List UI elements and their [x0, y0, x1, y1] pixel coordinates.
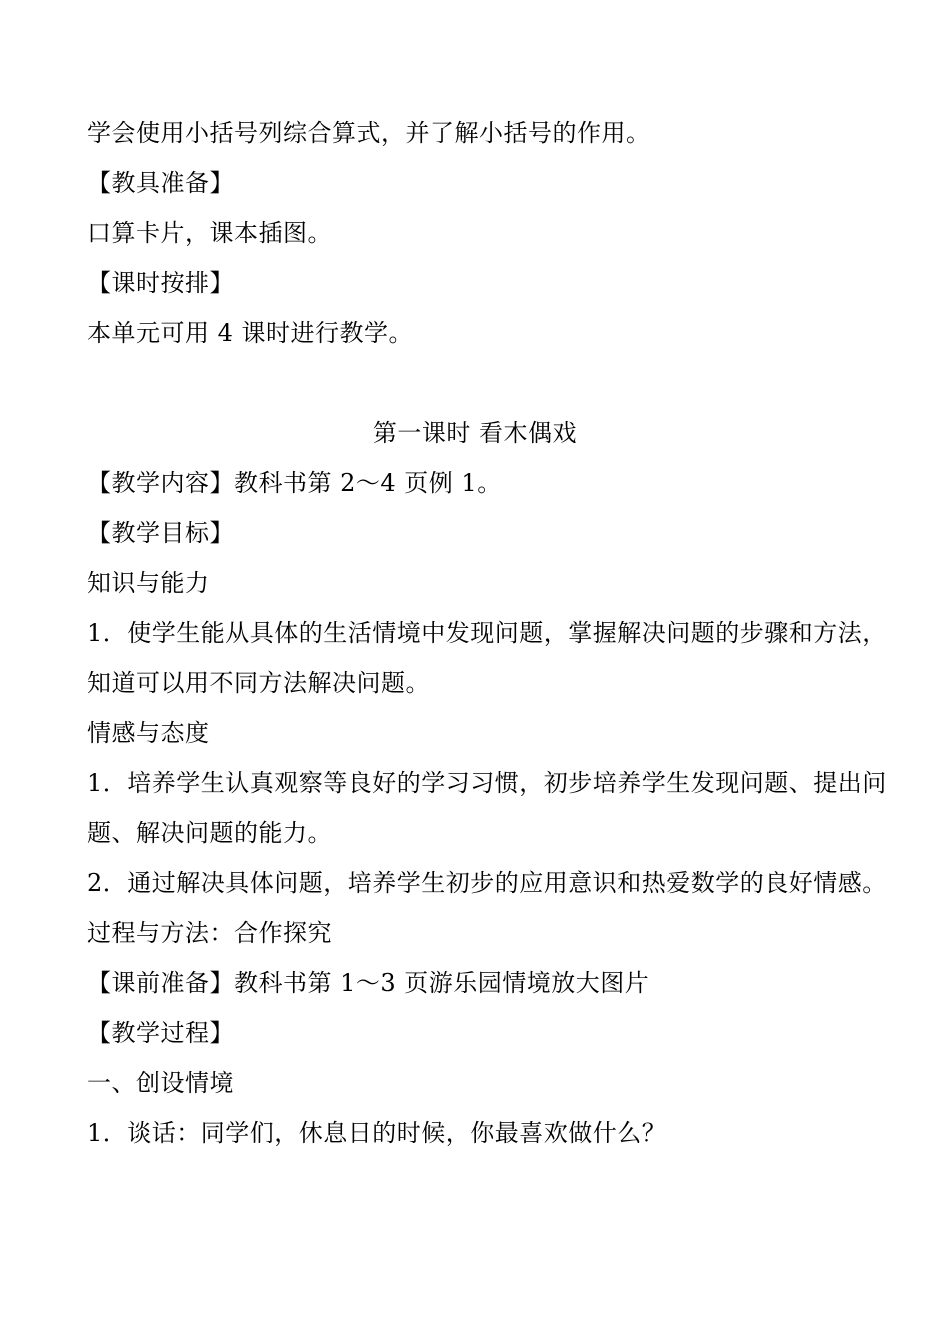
- text-line: 题、解决问题的能力。: [87, 819, 332, 847]
- subheading: 知识与能力: [87, 569, 210, 597]
- section-heading: 【教学目标】: [87, 519, 234, 547]
- section-heading: 【课时按排】: [87, 269, 234, 297]
- text-line: 学会使用小括号列综合算式，并了解小括号的作用。: [87, 119, 651, 147]
- text-line: 口算卡片，课本插图。: [87, 219, 332, 247]
- text-line: 本单元可用 4 课时进行教学。: [87, 319, 414, 347]
- text-line: 1．培养学生认真观察等良好的学习习惯，初步培养学生发现问题、提出问: [87, 769, 887, 797]
- section-heading: 【教学过程】: [87, 1019, 234, 1047]
- lesson-title: 第一课时 看木偶戏: [372, 419, 578, 447]
- subheading: 一、创设情境: [87, 1069, 234, 1097]
- text-line: 【教学内容】教科书第 2～4 页例 1。: [87, 469, 502, 497]
- subheading: 过程与方法：合作探究: [87, 919, 332, 947]
- text-line: 知道可以用不同方法解决问题。: [87, 669, 430, 697]
- subheading: 情感与态度: [87, 719, 210, 747]
- text-line: 1．谈话：同学们，休息日的时候，你最喜欢做什么？: [87, 1119, 667, 1147]
- section-heading: 【教具准备】: [87, 169, 234, 197]
- text-line: 2．通过解决具体问题，培养学生初步的应用意识和热爱数学的良好情感。: [87, 869, 887, 897]
- text-line: 1．使学生能从具体的生活情境中发现问题，掌握解决问题的步骤和方法，: [87, 619, 887, 647]
- text-line: 【课前准备】教科书第 1～3 页游乐园情境放大图片: [87, 969, 650, 997]
